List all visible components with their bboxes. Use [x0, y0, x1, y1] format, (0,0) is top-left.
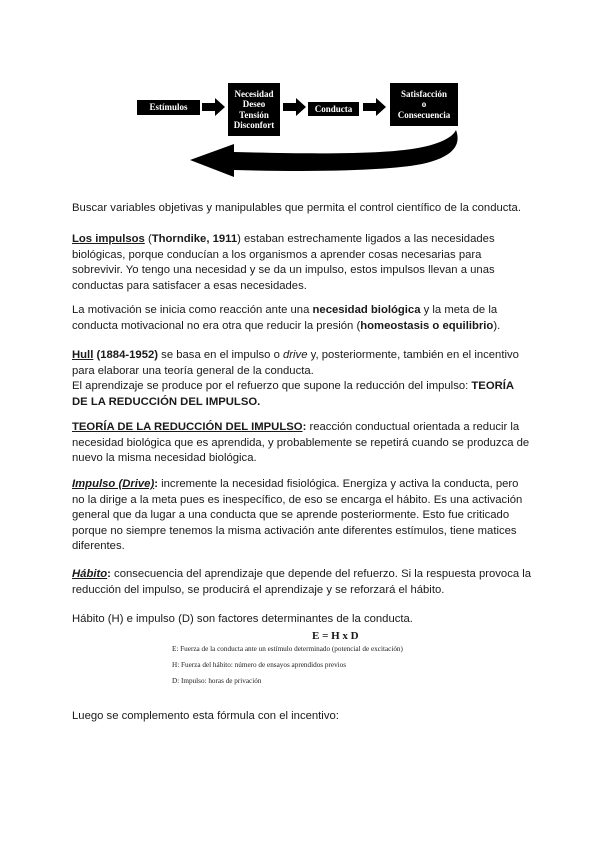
formula: E = H x D [312, 630, 359, 642]
arrow-right-icon [283, 98, 307, 116]
term-necesidad-biologica: necesidad biológica [312, 304, 421, 316]
motivation-cycle-diagram [130, 80, 470, 180]
text: reacción conductual orientada a reducir la necesidad biológica que es aprendida, y probablemente se repetirá cuando se produzca de nuevo la misma necesidad biológica. [72, 421, 530, 464]
text: ). [493, 319, 501, 332]
text: : [154, 478, 158, 490]
text: El aprendizaje se produce por el refuerzo que supone la reducción del impulso: [72, 380, 472, 392]
author-thorndike: Thorndike, 1911 [151, 233, 238, 245]
paragraph-motivacion [72, 303, 532, 334]
text: ) estaban estrechamente ligados a las necesidades biológicas, porque conducían a los organismos a aprender cosas necesarias para sobrevivir. Yo tengo una necesidad y se da un impulso, estos impulsos llevan a unas conductas para satisfacer a esas necesidades. [72, 233, 495, 292]
box-estimulos: Estímulos [137, 100, 200, 115]
term-habito: Hábito [72, 568, 108, 580]
paragraph-objetivo: Buscar variables objetivas y manipulables que permita el control científico de la conducta. [72, 202, 521, 214]
heading-teoria: TEORÍA DE LA REDUCCIÓN DEL IMPULSO [72, 421, 303, 433]
text: consecuencia del aprendizaje que depende del refuerzo. Si la respuesta provoca la reducción del impulso, se producirá el aprendizaje y se reforzará el hábito. [72, 568, 532, 596]
arrow-right-icon [202, 98, 226, 116]
text: y la meta de la conducta motivacional no era otra que reducir la presión ( [72, 304, 498, 332]
legend-d: D: Impulso: horas de privación [172, 677, 262, 685]
term-drive: drive [283, 349, 308, 361]
text: La motivación se inicia como reacción ante una [72, 304, 313, 316]
text: : [302, 421, 307, 433]
text: incremente la necesidad fisiológica. Energiza y activa la conducta, pero no la dirige a la meta pues es inespecífico, de eso se encarga el hábito. Es una activación general que da lugar a una conducta que se aprende posteriormente. Esto fue criticado porque no siempre tenemos la misma activación ante diferentes estímulos, tiene matices diferentes. [72, 478, 523, 552]
arrow-right-icon [363, 98, 387, 116]
legend-e: E: Fuerza de la conducta ante un estímulo determinado (potencial de excitación) [172, 645, 403, 653]
box-conducta: Conducta [308, 102, 359, 116]
box-satisfaccion: Satisfacción o Consecuencia [390, 83, 458, 126]
text: se basa en el impulso o [158, 349, 283, 361]
text: ( [144, 233, 152, 245]
paragraph-factores: Hábito (H) e impulso (D) son factores determinantes de la conducta. [72, 613, 413, 625]
years-hull: (1884-1952) [93, 349, 159, 361]
paragraph-incentivo: Luego se complemento esta fórmula con el incentivo: [72, 710, 339, 722]
name-hull: Hull [72, 349, 94, 361]
box-necesidad: Necesidad Deseo Tensión Disconfort [228, 83, 280, 136]
paragraph-teoria [72, 420, 532, 467]
legend-h: H: Fuerza del hábito: número de ensayos aprendidos previos [172, 661, 347, 669]
term-homeostasis: homeostasis o equilibrio [360, 319, 494, 332]
term-teoria: TEORÍA DE LA REDUCCIÓN DEL IMPULSO. [72, 380, 514, 408]
return-arrow-icon [170, 130, 470, 178]
paragraph-impulso-drive [72, 477, 532, 555]
paragraph-hull [72, 348, 532, 410]
paragraph-impulsos [72, 232, 532, 294]
text: y, posteriormente, también en el incentivo para elaborar una teoría general de la conducta. [72, 349, 519, 377]
paragraph-habito [72, 567, 532, 598]
term-impulsos: Los impulsos [72, 233, 145, 245]
text: : [107, 568, 111, 580]
term-impulso-drive: Impulso (Drive) [72, 478, 155, 490]
